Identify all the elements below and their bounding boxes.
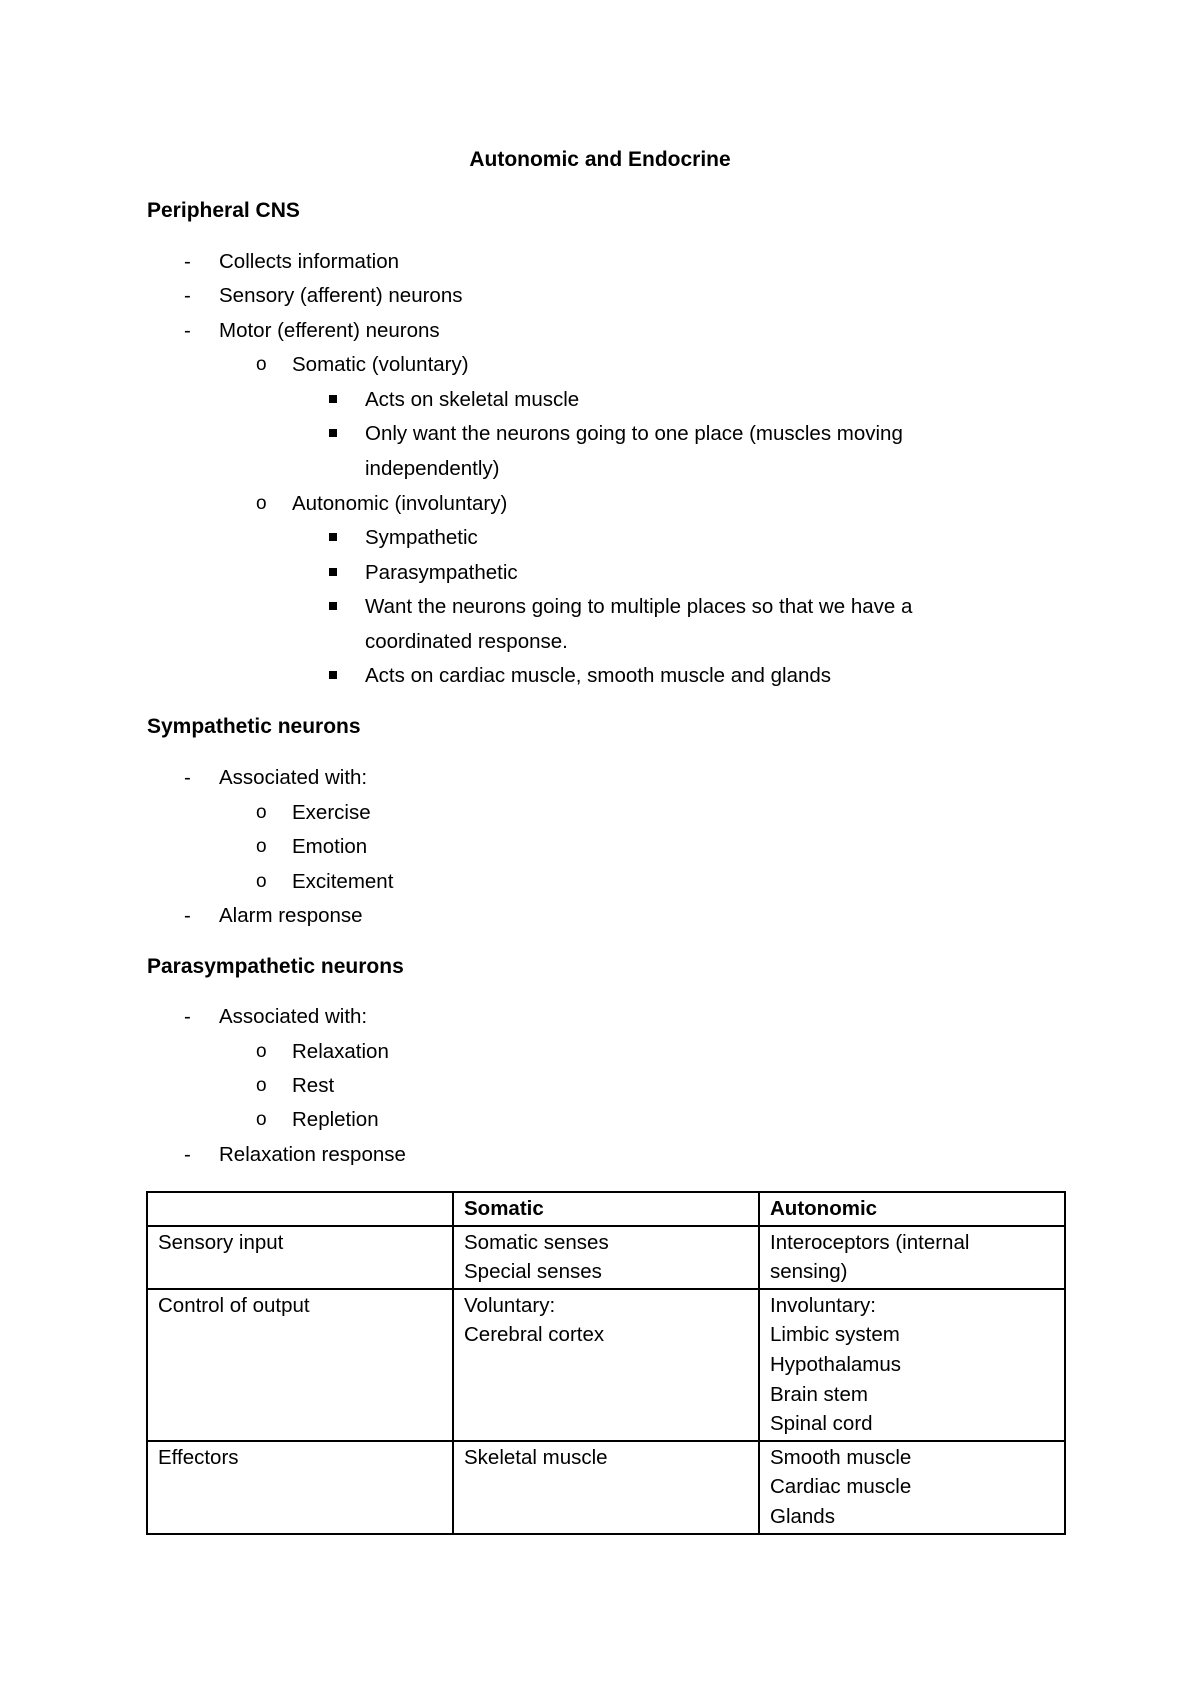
cell-line: Spinal cord xyxy=(770,1412,873,1436)
circle-bullet: o xyxy=(256,1075,267,1096)
list-item-rest: Rest xyxy=(292,1074,335,1097)
dash-bullet: - xyxy=(184,284,191,307)
table-cell-label: Control of output xyxy=(147,1289,453,1441)
table-header-somatic: Somatic xyxy=(453,1192,759,1226)
cell-line: Somatic senses xyxy=(464,1230,609,1254)
list-item-one-place-line1: Only want the neurons going to one place (muscles moving xyxy=(365,422,903,445)
list-item-sensory-neurons: Sensory (afferent) neurons xyxy=(219,284,463,307)
dash-bullet: - xyxy=(184,250,191,273)
square-bullet xyxy=(329,395,337,403)
list-item-collects-information: Collects information xyxy=(219,250,400,273)
table-cell-somatic xyxy=(453,1441,759,1534)
list-item-sympathetic: Sympathetic xyxy=(365,526,478,549)
heading-parasympathetic-neurons: Parasympathetic neurons xyxy=(147,955,404,978)
table-cell-label: Sensory input xyxy=(147,1226,453,1289)
dash-bullet: - xyxy=(184,904,191,927)
cell-line: Special senses xyxy=(464,1260,602,1284)
document-title: Autonomic and Endocrine xyxy=(469,148,731,171)
list-item-parasympathetic: Parasympathetic xyxy=(365,561,518,584)
heading-peripheral-cns: Peripheral CNS xyxy=(147,199,300,222)
table-header-row xyxy=(147,1192,1065,1226)
cell-line: sensing) xyxy=(770,1260,848,1284)
table-row xyxy=(147,1289,1065,1441)
cell-line: Interoceptors (internal xyxy=(770,1230,970,1254)
cell-line: Involuntary: xyxy=(770,1293,876,1317)
comparison-table xyxy=(146,1191,1066,1535)
list-item-exercise: Exercise xyxy=(292,801,371,824)
table-cell-autonomic xyxy=(759,1441,1065,1534)
cell-line: Cerebral cortex xyxy=(464,1323,605,1347)
list-item-relaxation: Relaxation xyxy=(292,1040,389,1063)
circle-bullet: o xyxy=(256,1041,267,1062)
table-cell-somatic xyxy=(453,1226,759,1289)
list-item-autonomic-involuntary: Autonomic (involuntary) xyxy=(292,492,508,515)
dash-bullet: - xyxy=(184,319,191,342)
list-item-cardiac-smooth-glands: Acts on cardiac muscle, smooth muscle and glands xyxy=(365,664,832,687)
table-cell-autonomic xyxy=(759,1226,1065,1289)
circle-bullet: o xyxy=(256,802,267,823)
list-item-skeletal-muscle: Acts on skeletal muscle xyxy=(365,388,580,411)
list-item-emotion: Emotion xyxy=(292,835,368,858)
table-cell-somatic xyxy=(453,1289,759,1441)
list-item-relaxation-response: Relaxation response xyxy=(219,1143,406,1166)
circle-bullet: o xyxy=(256,1109,267,1130)
circle-bullet: o xyxy=(256,493,267,514)
table-header-empty xyxy=(147,1192,453,1226)
cell-line: Brain stem xyxy=(770,1382,868,1406)
table-row xyxy=(147,1226,1065,1289)
list-item-associated-with: Associated with: xyxy=(219,1005,368,1028)
cell-line: Smooth muscle xyxy=(770,1445,912,1469)
cell-line: Limbic system xyxy=(770,1323,900,1347)
list-item-alarm-response: Alarm response xyxy=(219,904,363,927)
cell-line: Skeletal muscle xyxy=(464,1445,608,1469)
list-item-somatic-voluntary: Somatic (voluntary) xyxy=(292,353,469,376)
circle-bullet: o xyxy=(256,871,267,892)
dash-bullet: - xyxy=(184,1143,191,1166)
square-bullet xyxy=(329,671,337,679)
table-header-autonomic: Autonomic xyxy=(759,1192,1065,1226)
dash-bullet: - xyxy=(184,1005,191,1028)
square-bullet xyxy=(329,602,337,610)
cell-line: Glands xyxy=(770,1504,835,1528)
square-bullet xyxy=(329,533,337,541)
list-item-multiple-places-line2: coordinated response. xyxy=(365,630,568,653)
table-row xyxy=(147,1441,1065,1534)
circle-bullet: o xyxy=(256,354,267,375)
table-cell-autonomic xyxy=(759,1289,1065,1441)
table-cell-label: Effectors xyxy=(147,1441,453,1534)
list-item-one-place-line2: independently) xyxy=(365,457,500,480)
cell-line: Voluntary: xyxy=(464,1293,556,1317)
list-item-associated-with: Associated with: xyxy=(219,766,368,789)
list-item-excitement: Excitement xyxy=(292,870,394,893)
square-bullet xyxy=(329,429,337,437)
square-bullet xyxy=(329,568,337,576)
list-item-motor-neurons: Motor (efferent) neurons xyxy=(219,319,440,342)
list-item-repletion: Repletion xyxy=(292,1108,379,1131)
cell-line: Hypothalamus xyxy=(770,1352,902,1376)
heading-sympathetic-neurons: Sympathetic neurons xyxy=(147,715,361,738)
cell-line: Cardiac muscle xyxy=(770,1475,912,1499)
list-item-multiple-places-line1: Want the neurons going to multiple places so that we have a xyxy=(365,595,913,618)
dash-bullet: - xyxy=(184,766,191,789)
circle-bullet: o xyxy=(256,836,267,857)
